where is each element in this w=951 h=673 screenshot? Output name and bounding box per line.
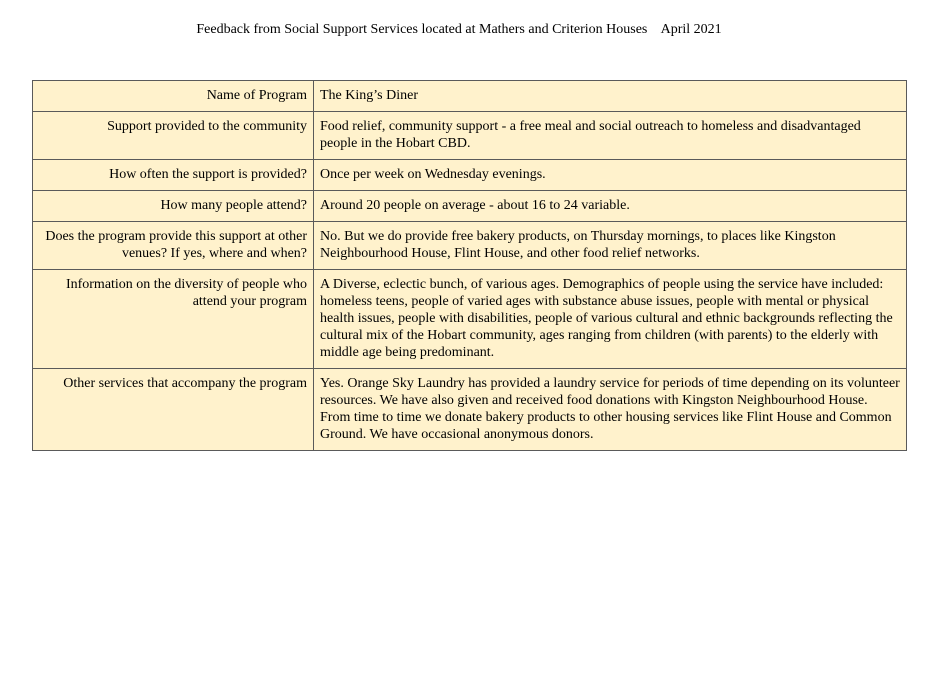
row-label: How many people attend?: [33, 191, 314, 222]
row-value: No. But we do provide free bakery products, on Thursday mornings, to places like Kingston Neighbourhood House, Flint House, and other food relief networks.: [314, 222, 907, 270]
row-value: Once per week on Wednesday evenings.: [314, 160, 907, 191]
row-value: Yes. Orange Sky Laundry has provided a laundry service for periods of time depending on its volunteer resources. We have also given and received food donations with Kingston Neighbourhood House. From time to time we donate bakery products to other housing services like Flint House and Common Ground. We have occasional anonymous donors.: [314, 369, 907, 451]
row-label: Does the program provide this support at other venues? If yes, where and when?: [33, 222, 314, 270]
table-row-attendance: [33, 191, 907, 222]
row-value: Food relief, community support - a free meal and social outreach to homeless and disadvantaged people in the Hobart CBD.: [314, 112, 907, 160]
table-row-support-provided: [33, 112, 907, 160]
table-row-program-name: [33, 81, 907, 112]
row-label: Support provided to the community: [33, 112, 314, 160]
table-row-other-services: [33, 369, 907, 451]
row-label: Name of Program: [33, 81, 314, 112]
table-row-frequency: [33, 160, 907, 191]
row-label: Information on the diversity of people who attend your program: [33, 270, 314, 369]
row-value: The King’s Diner: [314, 81, 907, 112]
row-value: A Diverse, eclectic bunch, of various ages. Demographics of people using the service have included: homeless teens, people of varied ages with substance abuse issues, people with mental or physical health issues, people with disabilities, people of various cultural and ethnic backgrounds reflecting the cultural mix of the Hobart community, ages ranging from children (with parents) to the elderly with middle age being predominant.: [314, 270, 907, 369]
table-row-diversity: [33, 270, 907, 369]
row-value: Around 20 people on average - about 16 to 24 variable.: [314, 191, 907, 222]
page-title: Feedback from Social Support Services located at Mathers and Criterion Houses April 2021: [196, 22, 722, 37]
table-row-other-venues: [33, 222, 907, 270]
row-label: Other services that accompany the program: [33, 369, 314, 451]
row-label: How often the support is provided?: [33, 160, 314, 191]
feedback-table: [32, 80, 907, 451]
